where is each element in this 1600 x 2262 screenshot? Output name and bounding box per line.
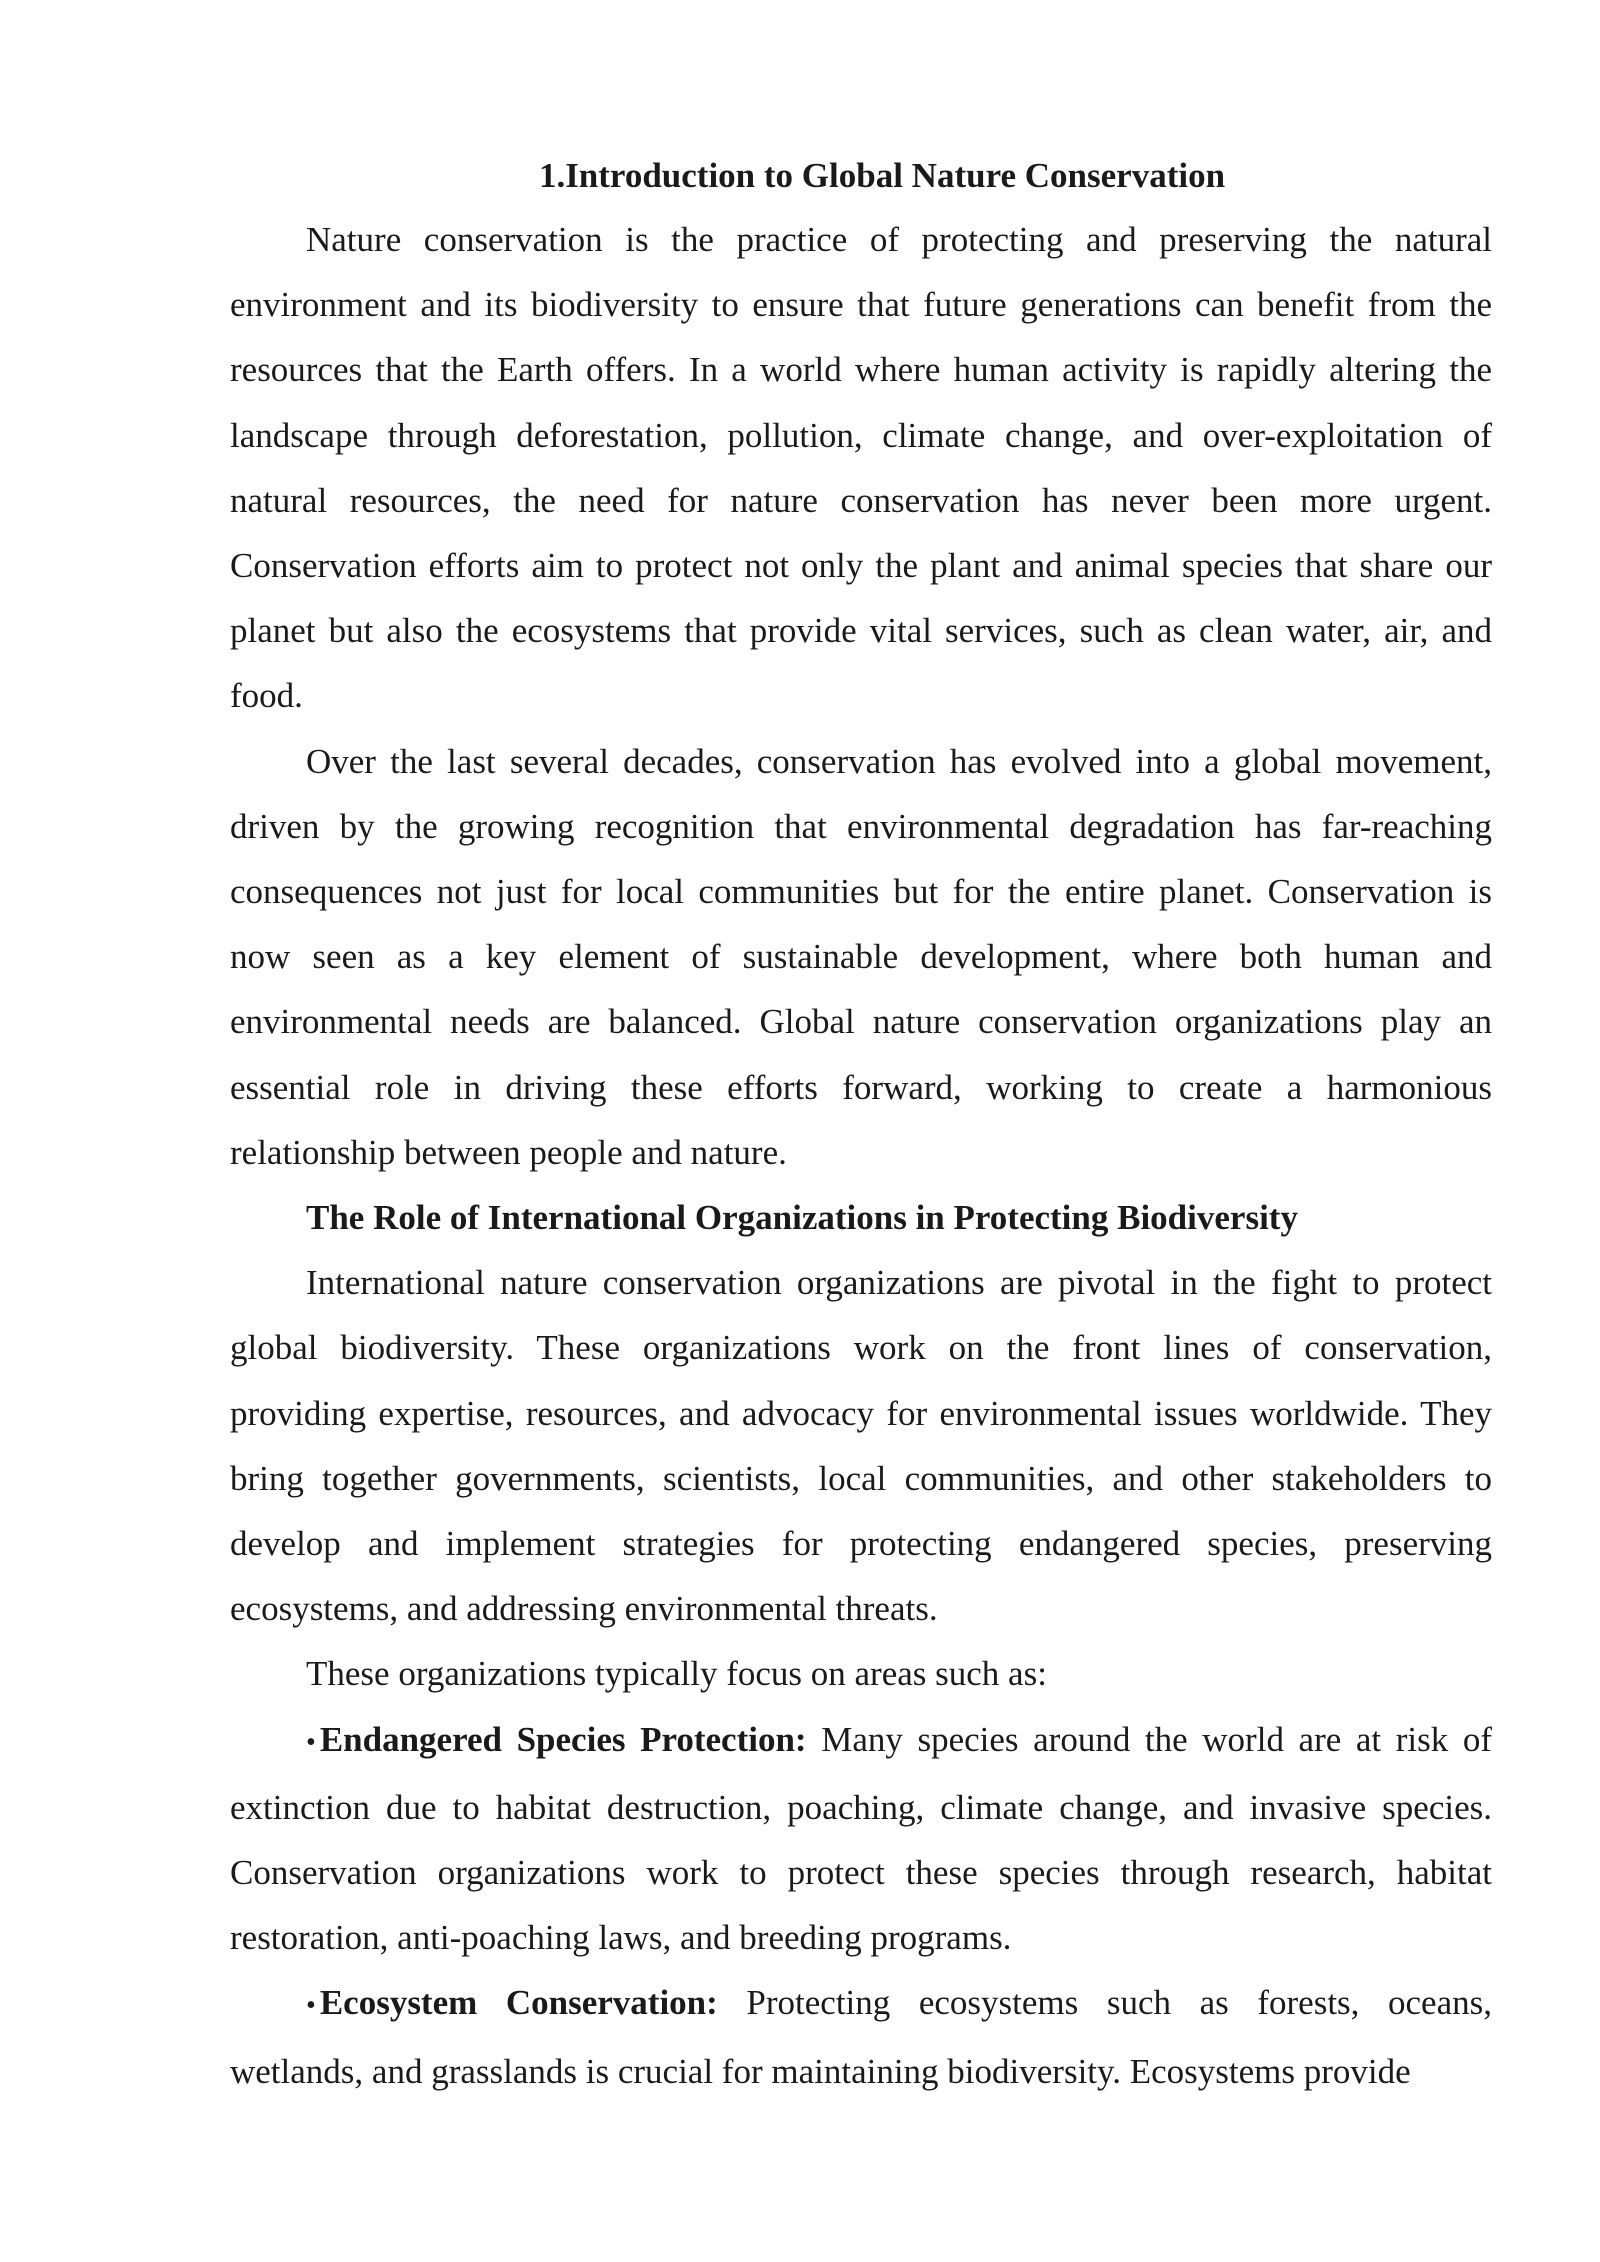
intro-paragraph-2: Over the last several decades, conservation has evolved into a global movement, driven by the growing recognition that environmental degradation has far-reaching consequences not just for local communities but for the entire planet. Conservation is now seen as a key element of sustainable development, where both human and environmental needs are balanced. Global nature conservation organizations play an essential role in driving these efforts forward, working to create a harmonious relationship between people and nature. bbox=[230, 741, 1492, 1172]
bullet-term: Ecosystem Conservation: bbox=[319, 1983, 718, 2023]
bullet-item-ecosystem bbox=[230, 1970, 1492, 2103]
bullet-icon: • bbox=[306, 1726, 316, 1758]
document-page bbox=[230, 145, 1492, 2104]
bullet-text: Protecting ecosystems such as forests, oceans, wetlands, and grasslands is crucial for maintaining biodiversity. Ecosystems provide bbox=[230, 1983, 1492, 2091]
bullet-icon: • bbox=[306, 1990, 316, 2022]
bullet-text: Many species around the world are at risk of extinction due to habitat destruction, poaching, climate change, and invasive species. Conservation organizations work to protect these species through research, habitat restoration, anti-poaching laws, and breeding programs. bbox=[230, 1719, 1492, 1958]
bullet-item-endangered-species bbox=[230, 1707, 1492, 1971]
bullet-term: Endangered Species Protection: bbox=[319, 1719, 807, 1759]
subheading: The Role of International Organizations in Protecting Biodiversity bbox=[306, 1198, 1298, 1238]
intro-paragraph-1: Nature conservation is the practice of protecting and preserving the natural environment and its biodiversity to ensure that future generations can benefit from the resources that the Earth offers. In a world where human activity is rapidly altering the landscape through deforestation, pollution, climate change, and over-exploitation of natural resources, the need for nature conservation has never been more urgent. Conservation efforts aim to protect not only the plant and animal species that share our planet but also the ecosystems that provide vital services, such as clean water, air, and food. bbox=[230, 220, 1492, 716]
role-paragraph-1: International nature conservation organizations are pivotal in the fight to protect global biodiversity. These organizations work on the front lines of conservation, providing expertise, resources, and advocacy for environmental issues worldwide. They bring together governments, scientists, local communities, and other stakeholders to develop and implement strategies for protecting endangered species, preserving ecosystems, and addressing environmental threats. bbox=[230, 1263, 1492, 1629]
role-paragraph-2: These organizations typically focus on areas such as: bbox=[306, 1654, 1047, 1694]
section-title: 1.Introduction to Global Nature Conservation bbox=[538, 156, 1226, 195]
